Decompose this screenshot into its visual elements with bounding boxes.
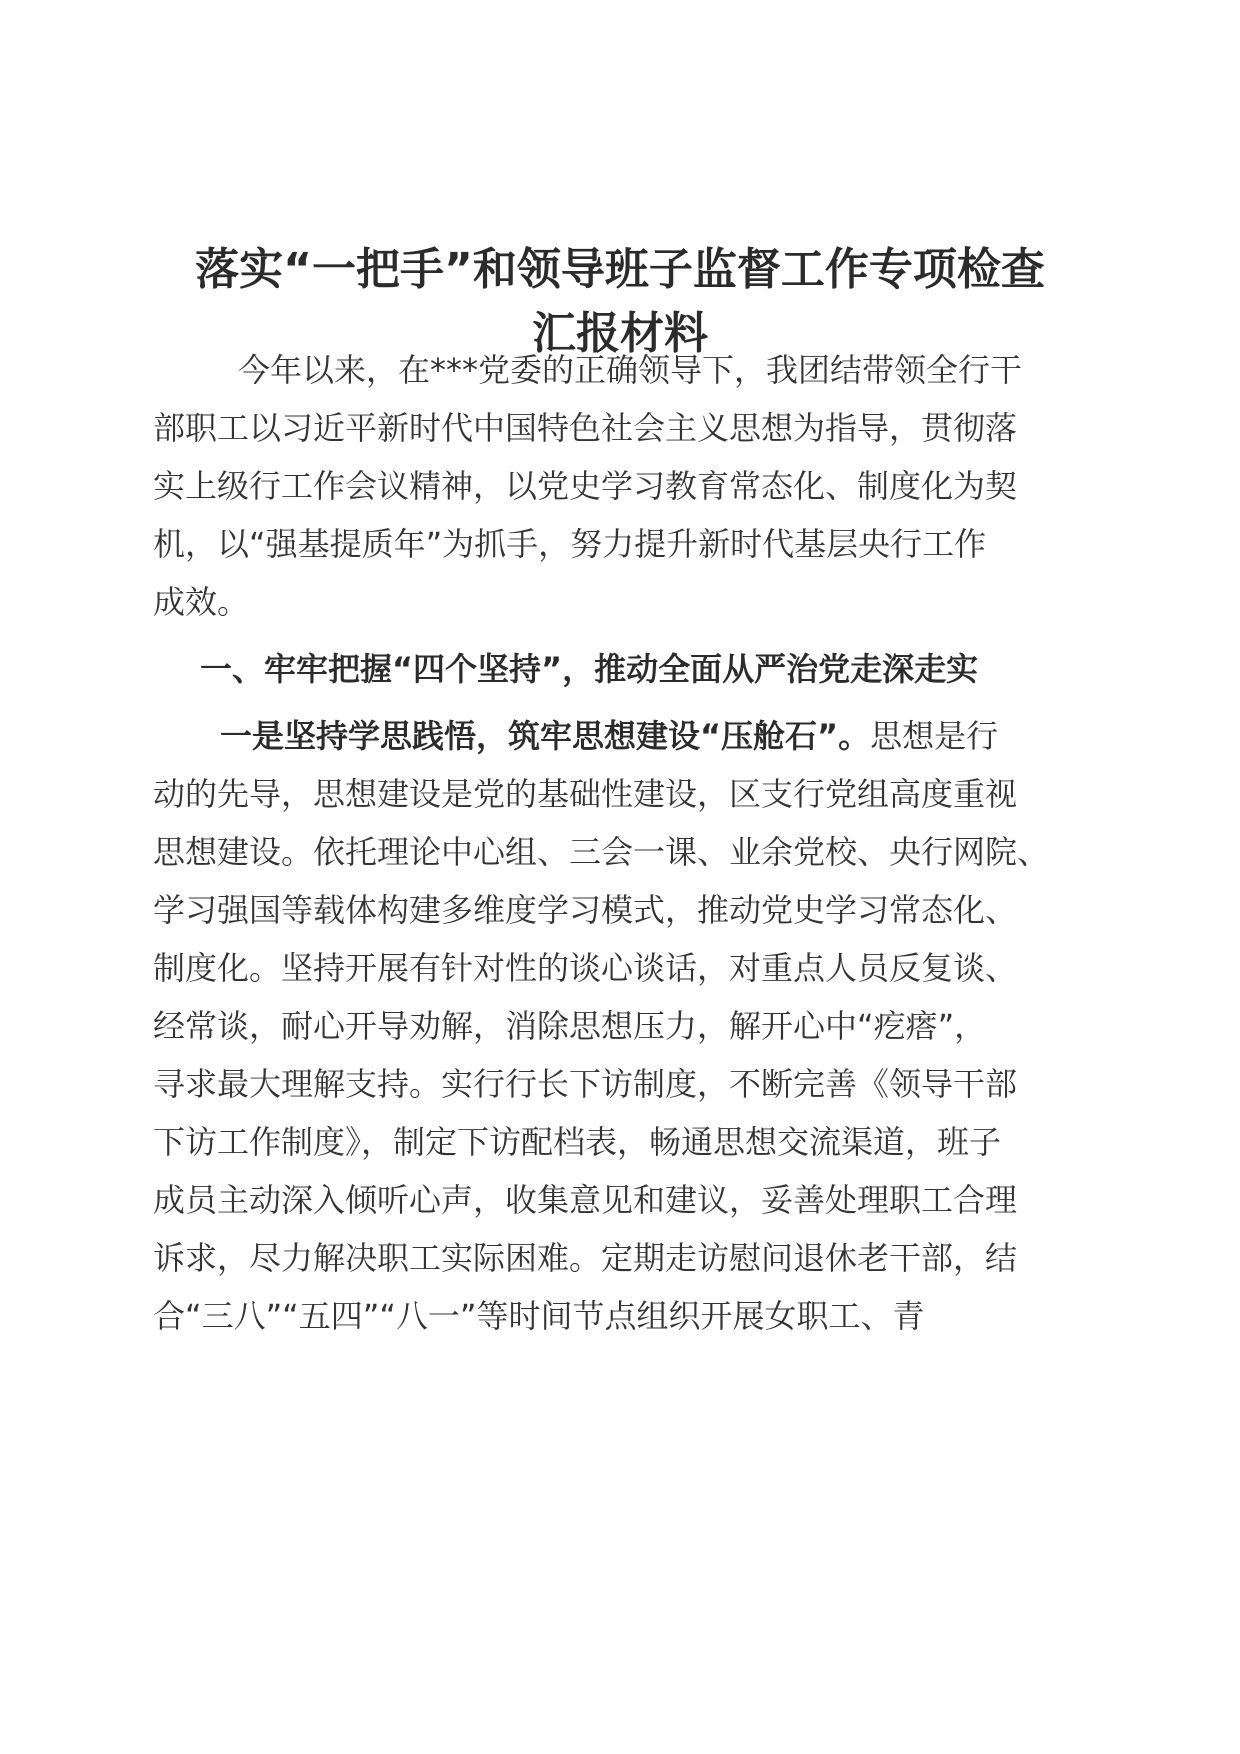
- body-line: 下访工作制度》，制定下访配档表，畅通思想交流渠道，班子: [153, 1123, 1002, 1161]
- intro-line: 部职工以习近平新时代中国特色社会主义思想为指导，贯彻落: [153, 409, 1018, 447]
- section-heading: 一、牢牢把握“四个坚持”，推动全面从严治党走深走实: [200, 650, 979, 688]
- body-line: 学习强国等载体构建多维度学习模式，推动党史学习常态化、: [153, 891, 1018, 929]
- body-line: 合“三八”“五四”“八一”等时间节点组织开展女职工、青: [153, 1297, 925, 1335]
- body-line: 制度化。坚持开展有针对性的谈心谈话，对重点人员反复谈、: [153, 949, 1018, 987]
- body-line: 经常谈，耐心开导劝解，消除思想压力，解开心中“疙瘩”，: [153, 1007, 987, 1045]
- body-line: 思想建设。依托理论中心组、三会一课、业余党校、央行网院、: [153, 833, 1050, 871]
- intro-line: 机，以“强基提质年”为抓手，努力提升新时代基层央行工作: [153, 525, 987, 563]
- point-lead: 一是坚持学思践悟，筑牢思想建设“压舱石”。: [220, 717, 871, 755]
- point-first-line: [220, 712, 1160, 760]
- body-line: 诉求，尽力解决职工实际困难。定期走访慰问退休老干部，结: [153, 1239, 1018, 1277]
- body-line: 成员主动深入倾听心声，收集意见和建议，妥善处理职工合理: [153, 1181, 1018, 1219]
- body-line: 寻求最大理解支持。实行行长下访制度，不断完善《领导干部: [153, 1065, 1018, 1103]
- intro-line: 今年以来，在***党委的正确领导下，我团结带领全行干: [238, 351, 1023, 389]
- intro-line: 成效。: [153, 583, 250, 621]
- point-first-line-rest: 思想是行: [870, 717, 999, 755]
- document-title-line-1: 落实“一把手”和领导班子监督工作专项检查: [195, 244, 1045, 295]
- document-title-line-2: 汇报材料: [532, 308, 708, 359]
- body-line: 动的先导，思想建设是党的基础性建设，区支行党组高度重视: [153, 775, 1018, 813]
- intro-line: 实上级行工作会议精神，以党史学习教育常态化、制度化为契: [153, 467, 1018, 505]
